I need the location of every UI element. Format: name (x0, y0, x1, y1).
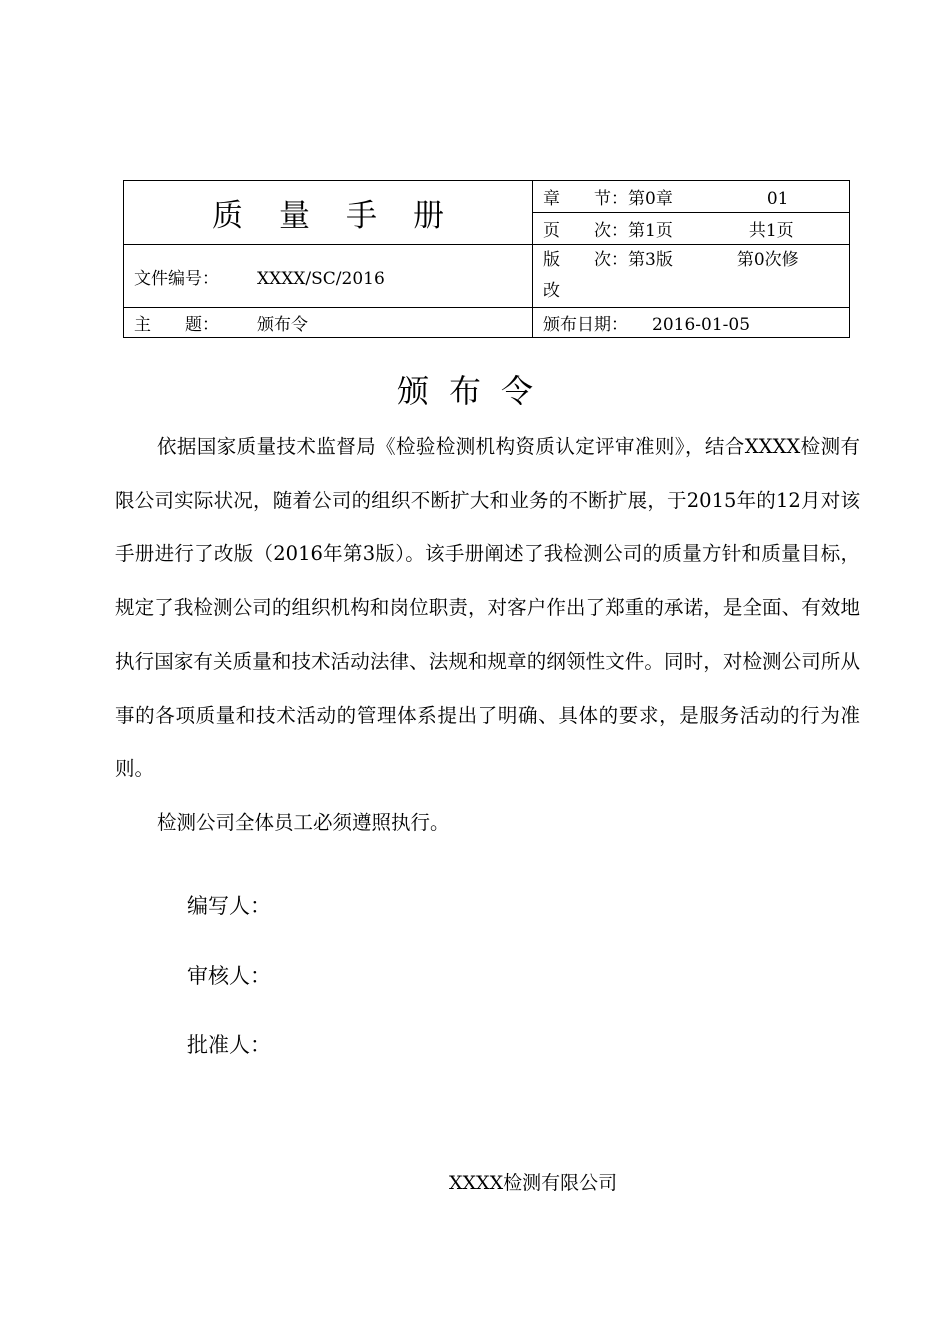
revision-text: 第0次修 (736, 250, 799, 270)
document-header-table (123, 180, 850, 338)
edition-value: 第3版 (628, 250, 673, 270)
page-label: 页 次： (543, 221, 628, 241)
chapter-cell (533, 181, 850, 213)
subject-value: 颁布令 (257, 315, 308, 335)
chapter-label: 章 节： (543, 189, 628, 209)
edition-cell (533, 245, 850, 308)
reviewer-label: 审核人： (187, 964, 271, 988)
edition-label: 版 次： (543, 250, 628, 270)
chapter-value: 第0章 (628, 189, 673, 209)
date-label: 颁布日期： (543, 315, 628, 335)
chapter-number: 01 (766, 189, 789, 209)
page-value: 第1页 (628, 221, 673, 241)
body-paragraph: 依据国家质量技术监督局《检验检测机构资质认定评审准则》，结合XXXX检测有限公司实际状况，随着公司的组织不断扩大和业务的不断扩展，于2015年的12月对该手册进行了改版（2016年第3版）。该手册阐述了我检测公司的质量方针和质量目标，规定了我检测公司的组织机构和岗位职责，对客户作出了郑重的承诺，是全面、有效地执行国家有关质量和技术活动法律、法规和规章的纲领性文件。同时，对检测公司所从事的各项质量和技术活动的管理体系提出了明确、具体的要求，是服务活动的行为准则。 (115, 435, 860, 781)
company-name: XXXX检测有限公司 (449, 1172, 618, 1194)
manual-title: 质量手册 (124, 181, 533, 245)
page-total: 共1页 (748, 221, 794, 241)
body-paragraph: 检测公司全体员工必须遵照执行。 (157, 810, 450, 834)
revision-text-cont: 改 (543, 281, 560, 301)
page-cell (533, 213, 850, 245)
document-title: 颁布令 (396, 372, 553, 410)
writer-label: 编写人： (187, 894, 271, 918)
doc-number-label: 文件编号： (134, 268, 219, 289)
subject-cell (124, 308, 533, 338)
approver-label: 批准人： (187, 1033, 271, 1057)
doc-number-cell (124, 245, 533, 308)
document-body (115, 420, 860, 850)
subject-label: 主 题： (134, 315, 219, 335)
date-cell (533, 308, 850, 338)
issue-date: 2016-01-05 (652, 315, 751, 335)
doc-number: XXXX/SC/2016 (257, 268, 385, 289)
